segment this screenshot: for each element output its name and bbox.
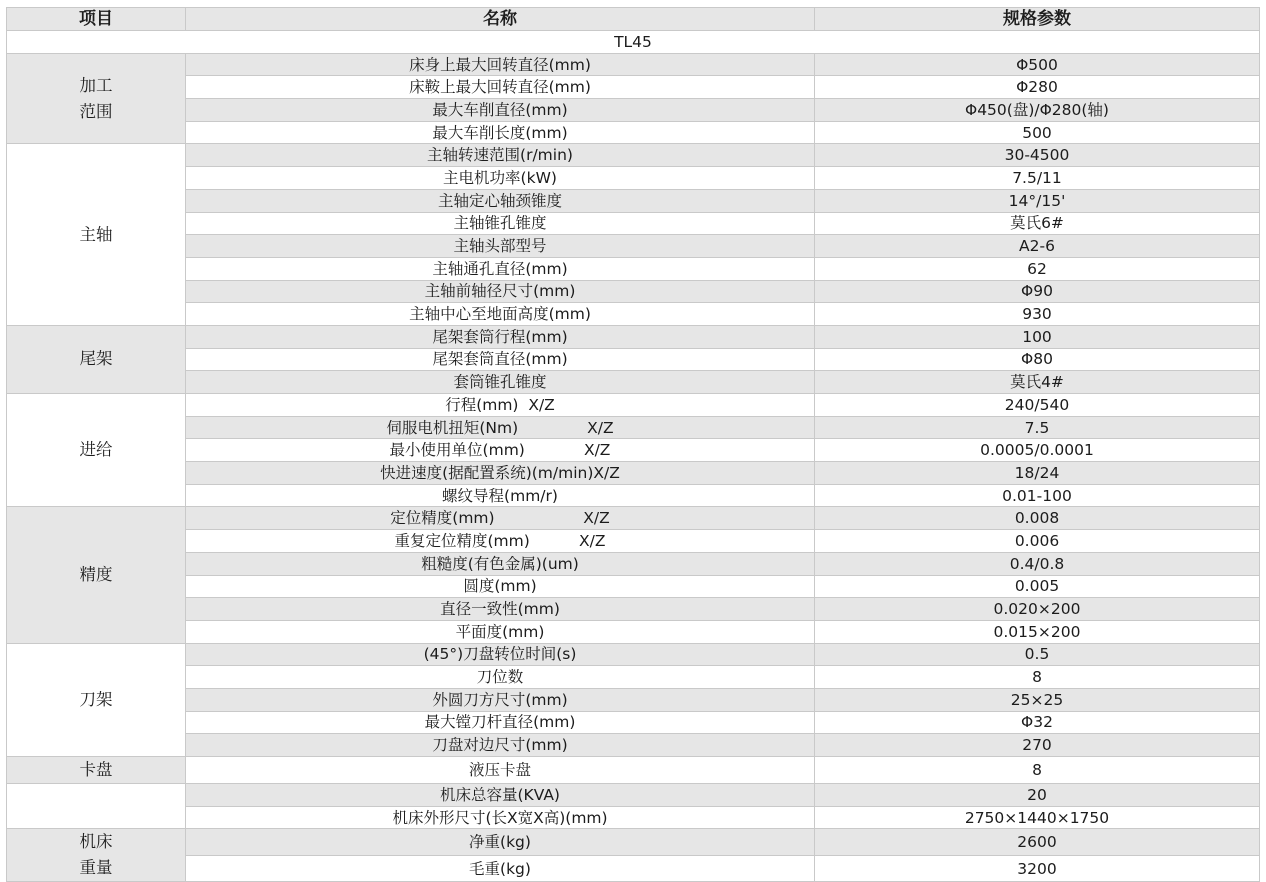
table-row — [7, 855, 1260, 882]
spec-name: 刀盘对边尺寸(mm) — [186, 734, 815, 757]
spec-name: 直径一致性(mm) — [186, 598, 815, 621]
table-row — [7, 784, 1260, 807]
table-row — [7, 189, 1260, 212]
spec-name: 圆度(mm) — [186, 575, 815, 598]
table-row — [7, 416, 1260, 439]
spec-name: 平面度(mm) — [186, 620, 815, 643]
table-row — [7, 643, 1260, 666]
spec-value: 62 — [815, 257, 1260, 280]
spec-value: 7.5/11 — [815, 167, 1260, 190]
spec-value: 0.008 — [815, 507, 1260, 530]
spec-name: 液压卡盘 — [186, 757, 815, 784]
table-row — [7, 484, 1260, 507]
spec-value: Φ500 — [815, 53, 1260, 76]
table-row — [7, 280, 1260, 303]
spec-name: 主轴定心轴颈锥度 — [186, 189, 815, 212]
spec-value: Φ32 — [815, 711, 1260, 734]
spec-name: (45°)刀盘转位时间(s) — [186, 643, 815, 666]
category-cell — [7, 784, 186, 829]
table-row — [7, 144, 1260, 167]
spec-value: 0.01-100 — [815, 484, 1260, 507]
spec-value: 2750×1440×1750 — [815, 806, 1260, 829]
spec-name: 外圆刀方尺寸(mm) — [186, 688, 815, 711]
table-row — [7, 212, 1260, 235]
spec-name: 床鞍上最大回转直径(mm) — [186, 76, 815, 99]
spec-value: 100 — [815, 325, 1260, 348]
table-row — [7, 734, 1260, 757]
spec-table — [6, 7, 1260, 882]
spec-name: 重复定位精度(mm) X/Z — [186, 530, 815, 553]
spec-name: 尾架套筒直径(mm) — [186, 348, 815, 371]
table-row — [7, 439, 1260, 462]
spec-value: Φ450(盘)/Φ280(轴) — [815, 99, 1260, 122]
spec-name: 螺纹导程(mm/r) — [186, 484, 815, 507]
category-cell: 主轴 — [7, 144, 186, 326]
table-row — [7, 575, 1260, 598]
spec-value: 7.5 — [815, 416, 1260, 439]
spec-name: 伺服电机扭矩(Nm) X/Z — [186, 416, 815, 439]
table-row — [7, 829, 1260, 856]
spec-value: 240/540 — [815, 394, 1260, 417]
spec-name: 刀位数 — [186, 666, 815, 689]
table-row — [7, 507, 1260, 530]
spec-name: 最大镗刀杆直径(mm) — [186, 711, 815, 734]
table-row — [7, 666, 1260, 689]
category-cell: 加工 范围 — [7, 53, 186, 144]
spec-value: 270 — [815, 734, 1260, 757]
spec-value: 930 — [815, 303, 1260, 326]
spec-value: 500 — [815, 121, 1260, 144]
spec-value: A2-6 — [815, 235, 1260, 258]
category-cell: 机床 重量 — [7, 829, 186, 882]
table-row — [7, 371, 1260, 394]
spec-name: 粗糙度(有色金属)(um) — [186, 552, 815, 575]
spec-name: 主轴前轴径尺寸(mm) — [186, 280, 815, 303]
spec-name: 床身上最大回转直径(mm) — [186, 53, 815, 76]
spec-value: 8 — [815, 757, 1260, 784]
spec-value: 18/24 — [815, 462, 1260, 485]
table-row — [7, 348, 1260, 371]
category-cell: 刀架 — [7, 643, 186, 756]
header-spec: 规格参数 — [815, 8, 1260, 31]
spec-value: 0.015×200 — [815, 620, 1260, 643]
spec-value: 2600 — [815, 829, 1260, 856]
category-cell: 卡盘 — [7, 757, 186, 784]
spec-name: 最大车削直径(mm) — [186, 99, 815, 122]
spec-name: 主轴通孔直径(mm) — [186, 257, 815, 280]
spec-value: 0.0005/0.0001 — [815, 439, 1260, 462]
spec-name: 最大车削长度(mm) — [186, 121, 815, 144]
model-row — [7, 31, 1260, 54]
spec-name: 机床总容量(KVA) — [186, 784, 815, 807]
table-row — [7, 257, 1260, 280]
spec-name: 毛重(kg) — [186, 855, 815, 882]
table-row — [7, 688, 1260, 711]
table-row — [7, 806, 1260, 829]
table-row — [7, 121, 1260, 144]
spec-name: 主电机功率(kW) — [186, 167, 815, 190]
spec-value: 0.006 — [815, 530, 1260, 553]
spec-name: 主轴锥孔锥度 — [186, 212, 815, 235]
spec-name: 尾架套筒行程(mm) — [186, 325, 815, 348]
spec-value: Φ80 — [815, 348, 1260, 371]
spec-value: Φ280 — [815, 76, 1260, 99]
table-row — [7, 394, 1260, 417]
spec-value: 0.020×200 — [815, 598, 1260, 621]
spec-body — [7, 31, 1260, 882]
table-row — [7, 552, 1260, 575]
spec-value: 20 — [815, 784, 1260, 807]
spec-name: 最小使用单位(mm) X/Z — [186, 439, 815, 462]
table-row — [7, 711, 1260, 734]
table-row — [7, 99, 1260, 122]
table-row — [7, 235, 1260, 258]
spec-name: 净重(kg) — [186, 829, 815, 856]
table-row — [7, 53, 1260, 76]
category-cell: 精度 — [7, 507, 186, 643]
table-row — [7, 325, 1260, 348]
spec-name: 定位精度(mm) X/Z — [186, 507, 815, 530]
spec-value: 14°/15' — [815, 189, 1260, 212]
spec-name: 快进速度(据配置系统)(m/min)X/Z — [186, 462, 815, 485]
spec-name: 主轴头部型号 — [186, 235, 815, 258]
model-name: TL45 — [7, 31, 1260, 54]
category-cell: 尾架 — [7, 325, 186, 393]
header-name: 名称 — [186, 8, 815, 31]
spec-value: 3200 — [815, 855, 1260, 882]
spec-value: 0.005 — [815, 575, 1260, 598]
spec-value: Φ90 — [815, 280, 1260, 303]
spec-name: 机床外形尺寸(长X宽X高)(mm) — [186, 806, 815, 829]
table-row — [7, 76, 1260, 99]
spec-value: 25×25 — [815, 688, 1260, 711]
table-row — [7, 757, 1260, 784]
spec-name: 行程(mm) X/Z — [186, 394, 815, 417]
table-row — [7, 303, 1260, 326]
spec-name: 套筒锥孔锥度 — [186, 371, 815, 394]
spec-name: 主轴中心至地面高度(mm) — [186, 303, 815, 326]
table-row — [7, 620, 1260, 643]
spec-value: 莫氏6# — [815, 212, 1260, 235]
table-row — [7, 598, 1260, 621]
table-row — [7, 462, 1260, 485]
spec-value: 0.4/0.8 — [815, 552, 1260, 575]
spec-value: 莫氏4# — [815, 371, 1260, 394]
spec-name: 主轴转速范围(r/min) — [186, 144, 815, 167]
header-row — [7, 8, 1260, 31]
table-row — [7, 530, 1260, 553]
table-row — [7, 167, 1260, 190]
category-cell: 进给 — [7, 394, 186, 507]
spec-value: 8 — [815, 666, 1260, 689]
spec-value: 0.5 — [815, 643, 1260, 666]
spec-value: 30-4500 — [815, 144, 1260, 167]
header-item: 项目 — [7, 8, 186, 31]
